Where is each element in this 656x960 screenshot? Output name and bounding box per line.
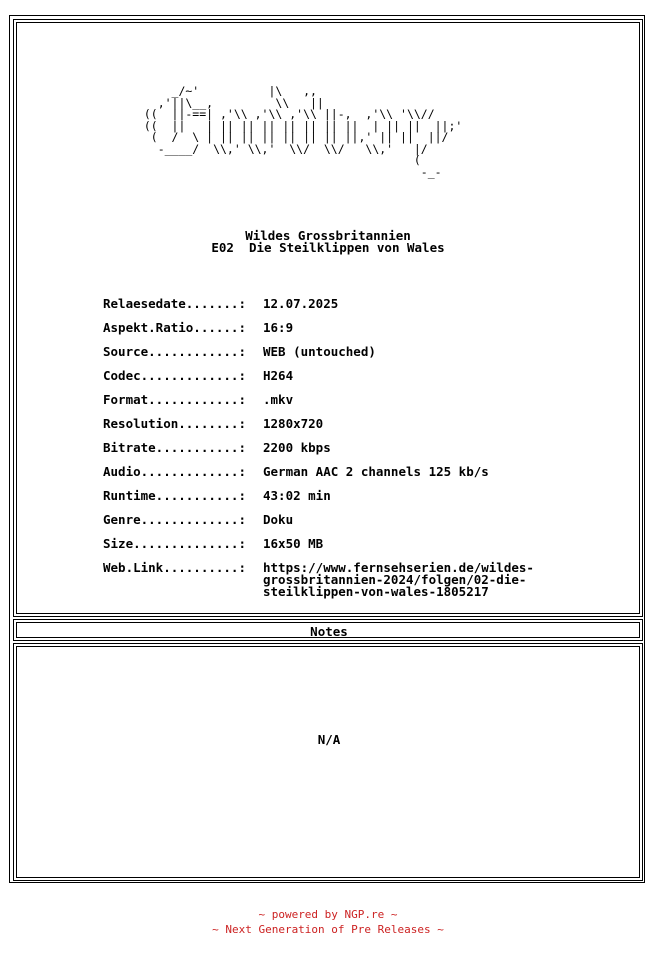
detail-row-runtime (103, 490, 563, 514)
detail-value: Doku (263, 512, 294, 527)
detail-row-audio (103, 466, 563, 490)
notes-label: Notes (310, 624, 348, 639)
release-details (103, 298, 563, 602)
detail-key: Source............: (103, 344, 246, 359)
web-link[interactable]: https://www.fernsehserien.de/wildes- grossbritannien-2024/folgen/02-die- steilklippen-von-wales-1805217 (263, 560, 534, 599)
detail-row-web-link (103, 562, 563, 602)
detail-row-resolution (103, 418, 563, 442)
detail-key: Resolution........: (103, 416, 246, 431)
detail-value: WEB (untouched) (263, 344, 376, 359)
notes-panel (13, 643, 643, 881)
detail-value: 43:02 min (263, 488, 331, 503)
footer-tagline: ~ Next Generation of Pre Releases ~ (212, 923, 444, 936)
detail-value: 16:9 (263, 320, 294, 335)
detail-row-releasedate (103, 298, 563, 322)
detail-row-bitrate (103, 442, 563, 466)
detail-value: 1280x720 (263, 416, 324, 431)
detail-row-aspect-ratio (103, 322, 563, 346)
detail-key: Bitrate...........: (103, 440, 246, 455)
detail-key: Relaesedate.......: (103, 296, 246, 311)
detail-key: Codec.............: (103, 368, 246, 383)
detail-key: Aspekt.Ratio......: (103, 320, 246, 335)
footer-powered-by: ~ powered by NGP.re ~ (258, 908, 398, 921)
detail-value: H264 (263, 368, 294, 383)
notes-header (13, 619, 643, 641)
detail-row-source (103, 346, 563, 370)
detail-row-size (103, 538, 563, 562)
detail-value: 16x50 MB (263, 536, 324, 551)
detail-value: German AAC 2 channels 125 kb/s (263, 464, 489, 479)
detail-key: Web.Link..........: (103, 560, 246, 575)
detail-row-codec (103, 370, 563, 394)
release-title: Wildes Grossbritannien (245, 228, 411, 243)
detail-value: .mkv (263, 392, 294, 407)
detail-value: 2200 kbps (263, 440, 331, 455)
detail-value: 12.07.2025 (263, 296, 339, 311)
detail-key: Genre.............: (103, 512, 246, 527)
notes-content: N/A (317, 732, 341, 747)
detail-key: Format............: (103, 392, 246, 407)
detail-key: Audio.............: (103, 464, 246, 479)
detail-row-genre (103, 514, 563, 538)
detail-key: Runtime...........: (103, 488, 246, 503)
detail-key: Size..............: (103, 536, 246, 551)
episode-title: E02 Die Steilklippen von Wales (211, 240, 445, 255)
detail-row-format (103, 394, 563, 418)
goodboy-ascii-logo: _/~' |\ ,, ,'||\__, \\ || (( ||-==| ,'\\ ,'\\ ,'\\ ||-, ,'\\ '\\// (( || | || || || || || || || | || || ||;' ( / \ | || || || || || || ||,' || || ||/ -____/ \\,' \\,' \\/ \\/ \\,' |/ ( -_- (143, 84, 463, 179)
